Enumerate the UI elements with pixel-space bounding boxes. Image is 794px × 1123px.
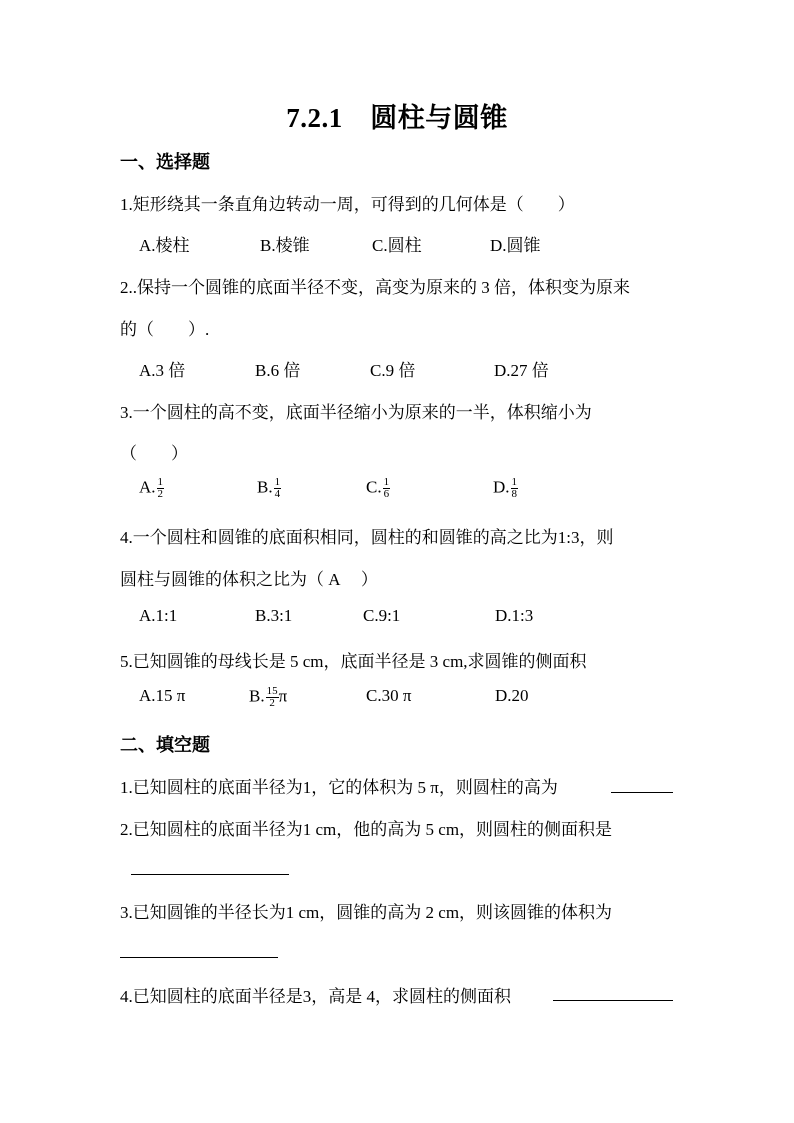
question-3-text-line1: 3.一个圆柱的高不变，底面半径缩小为原来的一半，体积缩小为: [120, 403, 592, 422]
answer-blank[interactable]: [120, 957, 278, 958]
option-d: D.1:3: [495, 606, 534, 625]
option-d: D.27 倍: [494, 361, 549, 380]
fraction-numerator: 1: [511, 476, 518, 488]
option-c: C.圆柱: [372, 236, 422, 255]
pi-symbol: π: [278, 686, 288, 706]
option-c: C.9:1: [363, 606, 401, 625]
fill-question-1-text: 1.已知圆柱的底面半径为1，它的体积为 5 π，则圆柱的高为: [120, 778, 558, 797]
option-a: A.15 π: [139, 686, 186, 705]
question-4-text-line1: 4.一个圆柱和圆锥的底面积相同，圆柱的和圆锥的高之比为1:3，则: [120, 528, 614, 547]
question-4-text-line2: 圆柱与圆锥的体积之比为（ A ）: [120, 570, 378, 589]
option-b: B.棱锥: [260, 236, 310, 255]
option-a: A.棱柱: [139, 236, 190, 255]
fraction-numerator: 1: [383, 476, 390, 488]
option-a: A.3 倍: [139, 361, 186, 380]
option-c: C.30 π: [366, 686, 412, 705]
option-b: B.6 倍: [255, 361, 301, 380]
option-label: B.: [249, 686, 265, 706]
fraction-numerator: 1: [157, 476, 164, 488]
fraction-denominator: 8: [511, 488, 518, 500]
option-b: [257, 477, 281, 500]
fraction-denominator: 4: [274, 488, 281, 500]
option-label: D.: [493, 477, 510, 497]
answer-blank[interactable]: [611, 792, 673, 793]
question-2-text-line1: 2..保持一个圆锥的底面半径不变，高变为原来的 3 倍，体积变为原来: [120, 278, 630, 297]
question-3-text-line2: （ ）: [120, 444, 188, 463]
fill-question-3-text: 3.已知圆锥的半径长为1 cm，圆锥的高为 2 cm，则该圆锥的体积为: [120, 903, 613, 922]
section-heading-fill-in: 二、填空题: [120, 735, 210, 755]
answer-blank[interactable]: [553, 1000, 673, 1001]
fraction-denominator: 6: [383, 488, 390, 500]
fill-question-4-text: 4.已知圆柱的底面半径是3，高是 4，求圆柱的侧面积: [120, 987, 511, 1006]
option-label: C.: [366, 477, 382, 497]
fill-question-2-text: 2.已知圆柱的底面半径为1 cm，他的高为 5 cm，则圆柱的侧面积是: [120, 820, 613, 839]
option-b: [249, 686, 287, 709]
question-5-text: 5.已知圆锥的母线长是 5 cm，底面半径是 3 cm,求圆锥的侧面积: [120, 652, 587, 671]
page-title: 7.2.1 圆柱与圆锥: [286, 103, 508, 133]
fraction-denominator: 2: [157, 488, 164, 500]
fraction-numerator: 15: [266, 685, 278, 697]
fraction: [266, 686, 279, 709]
option-a: [139, 477, 164, 500]
option-c: C.9 倍: [370, 361, 416, 380]
option-label: A.: [139, 477, 156, 497]
option-d: [493, 477, 518, 500]
option-c: [366, 477, 390, 500]
answer-blank[interactable]: [131, 874, 289, 875]
fraction-numerator: 1: [274, 476, 281, 488]
fraction: [274, 477, 282, 500]
option-d: D.20: [495, 686, 529, 705]
fraction: [157, 477, 165, 500]
fraction: [383, 477, 391, 500]
fraction-denominator: 2: [269, 697, 275, 709]
option-b: B.3:1: [255, 606, 293, 625]
question-2-text-line2: 的（ ）.: [120, 320, 210, 339]
section-heading-choice: 一、选择题: [120, 152, 210, 172]
option-a: A.1:1: [139, 606, 178, 625]
question-1-text: 1.矩形绕其一条直角边转动一周，可得到的几何体是（ ）: [120, 195, 575, 214]
fraction: [511, 477, 519, 500]
option-d: D.圆锥: [490, 236, 541, 255]
option-label: B.: [257, 477, 273, 497]
